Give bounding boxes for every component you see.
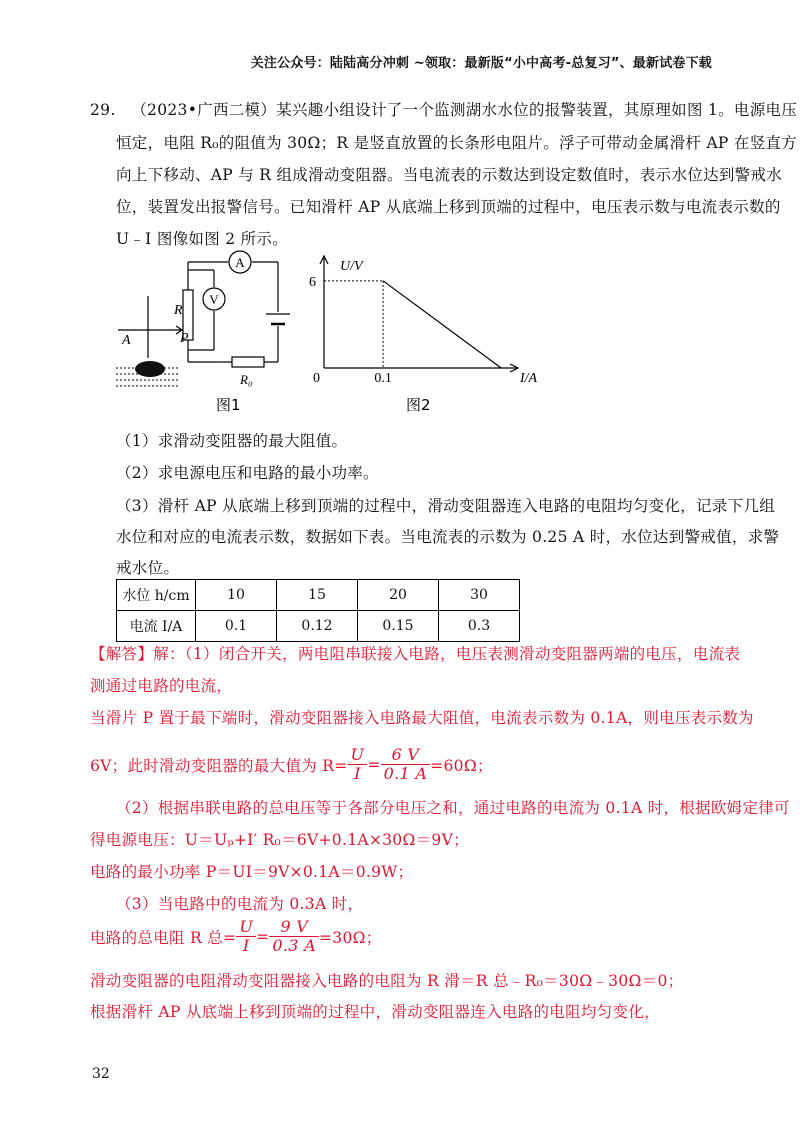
page-header: 关注公众号：陆陆高分冲刺 ~领取：最新版“小中高考-总复习”、最新试卷下载 [250, 56, 712, 71]
ammeter-label: A [235, 255, 245, 270]
question-line-2: 恒定，电阻 R₀的阻值为 30Ω；R 是竖直放置的长条形电阻片。浮子可带动金属滑杆 AP 在竖直方 [116, 134, 798, 152]
fraction-6v-over-01a: $\frac{6 V}{0.1 A}$ [381, 746, 431, 783]
figure2-chart [309, 256, 538, 414]
answer-line-10: 滑动变阻器的电阻滑动变阻器接入电路的电阻为 R 滑＝R 总﹣R₀＝30Ω﹣30Ω＝0； [90, 972, 684, 990]
table-row [117, 580, 520, 611]
label-P: P [180, 331, 189, 346]
series-line [383, 281, 501, 368]
answer-line-7: 电路的最小功率 P＝UI＝9V×0.1A＝0.9W； [90, 863, 414, 881]
table-cell: 电流 I/A [117, 611, 196, 642]
table-cell: 10 [196, 580, 277, 611]
figures [108, 250, 568, 420]
answer-line-8: （3）当电路中的电流为 0.3A 时， [116, 895, 364, 913]
table-cell: 0.15 [358, 611, 439, 642]
table-cell: 0.3 [439, 611, 520, 642]
fraction-u-over-i: $\frac{U}{I}$ [348, 746, 368, 783]
sub-question-3-line-2: 水位和对应的电流表示数，数据如下表。当电流表的示数为 0.25 A 时，水位达到警戒值，求警 [116, 528, 780, 546]
question-line-1: 29. （2023•广西二模）某兴趣小组设计了一个监测湖水水位的报警装置，其原理如图 1。电源电压 [90, 101, 798, 119]
chart-xtick: 0.1 [374, 371, 392, 386]
answer-line-1: 【解答】解：（1）闭合开关，两电阻串联接入电路，电压表测滑动变阻器两端的电压，电流表 [90, 645, 741, 663]
sub-question-2: （2）求电源电压和电路的最小功率。 [116, 464, 379, 482]
fraction-u-over-i-2: $\frac{U}{I}$ [236, 918, 256, 955]
answer-line-6: 得电源电压：U＝Uₚ+I′ R₀＝6V+0.1A×30Ω＝9V； [90, 831, 469, 849]
table-cell: 0.1 [196, 611, 277, 642]
answer-line-5: （2）根据串联电路的总电压等于各部分电压之和，通过电路的电流为 0.1A 时，根据欧姆定律可 [116, 799, 790, 817]
float-icon [135, 361, 165, 377]
sub-question-3-line-3: 戒水位。 [116, 559, 180, 577]
answer-tag: 【解答】 [90, 645, 154, 663]
label-R0: R₀ [240, 372, 253, 387]
figure1-caption: 图1 [216, 396, 241, 414]
table-cell: 30 [439, 580, 520, 611]
chart-ylabel: U/V [340, 259, 363, 274]
chart-origin: 0 [313, 371, 320, 386]
table-cell: 15 [277, 580, 358, 611]
answer-line-4: 6V；此时滑动变阻器的最大值为 R= $\frac{U}{I}$ = $\frac{6 V}{0.1 A}$ =60Ω； [90, 745, 493, 783]
voltmeter-label: V [209, 292, 219, 307]
table-cell: 水位 h/cm [117, 580, 196, 611]
answer-line-11: 根据滑杆 AP 从底端上移到顶端的过程中，滑动变阻器连入电路的电阻均匀变化， [90, 1003, 660, 1021]
question-line-5: U﹣I 图像如图 2 所示。 [116, 230, 289, 248]
table-cell: 0.12 [277, 611, 358, 642]
answer-line-2: 测通过电路的电流， [90, 677, 233, 695]
question-line-3: 向上下移动、AP 与 R 组成滑动变阻器。当电流表的示数达到设定数值时，表示水位达到警戒水 [116, 166, 783, 184]
figure2-caption: 图2 [406, 396, 431, 414]
sub-question-1: （1）求滑动变阻器的最大阻值。 [116, 432, 348, 450]
fraction-9v-over-03a: $\frac{9 V}{0.3 A}$ [269, 918, 319, 955]
answer-line-9: 电路的总电阻 R 总= $\frac{U}{I}$ = $\frac{9 V}{0.3 A}$ =30Ω； [90, 917, 382, 955]
data-table [116, 579, 520, 642]
sub-question-3-line-1: （3）滑杆 AP 从底端上移到顶端的过程中，滑动变阻器连入电路的电阻均匀变化，记录下几组 [116, 497, 776, 515]
label-A: A [122, 333, 131, 348]
chart-xlabel: I/A [520, 371, 538, 386]
label-R: R [174, 303, 183, 318]
question-number: 29. [90, 101, 116, 119]
answer-line-3: 当滑片 P 置于最下端时，滑动变阻器接入电路最大阻值，电流表示数为 0.1A，则电压表示数为 [90, 709, 754, 727]
question-line-4: 位，装置发出报警信号。已知滑杆 AP 从底端上移到顶端的过程中，电压表示数与电流表示数的 [116, 198, 781, 216]
table-row [117, 611, 520, 642]
table-cell: 20 [358, 580, 439, 611]
page-number: 32 [92, 1066, 110, 1082]
chart-ytick: 6 [309, 274, 316, 290]
